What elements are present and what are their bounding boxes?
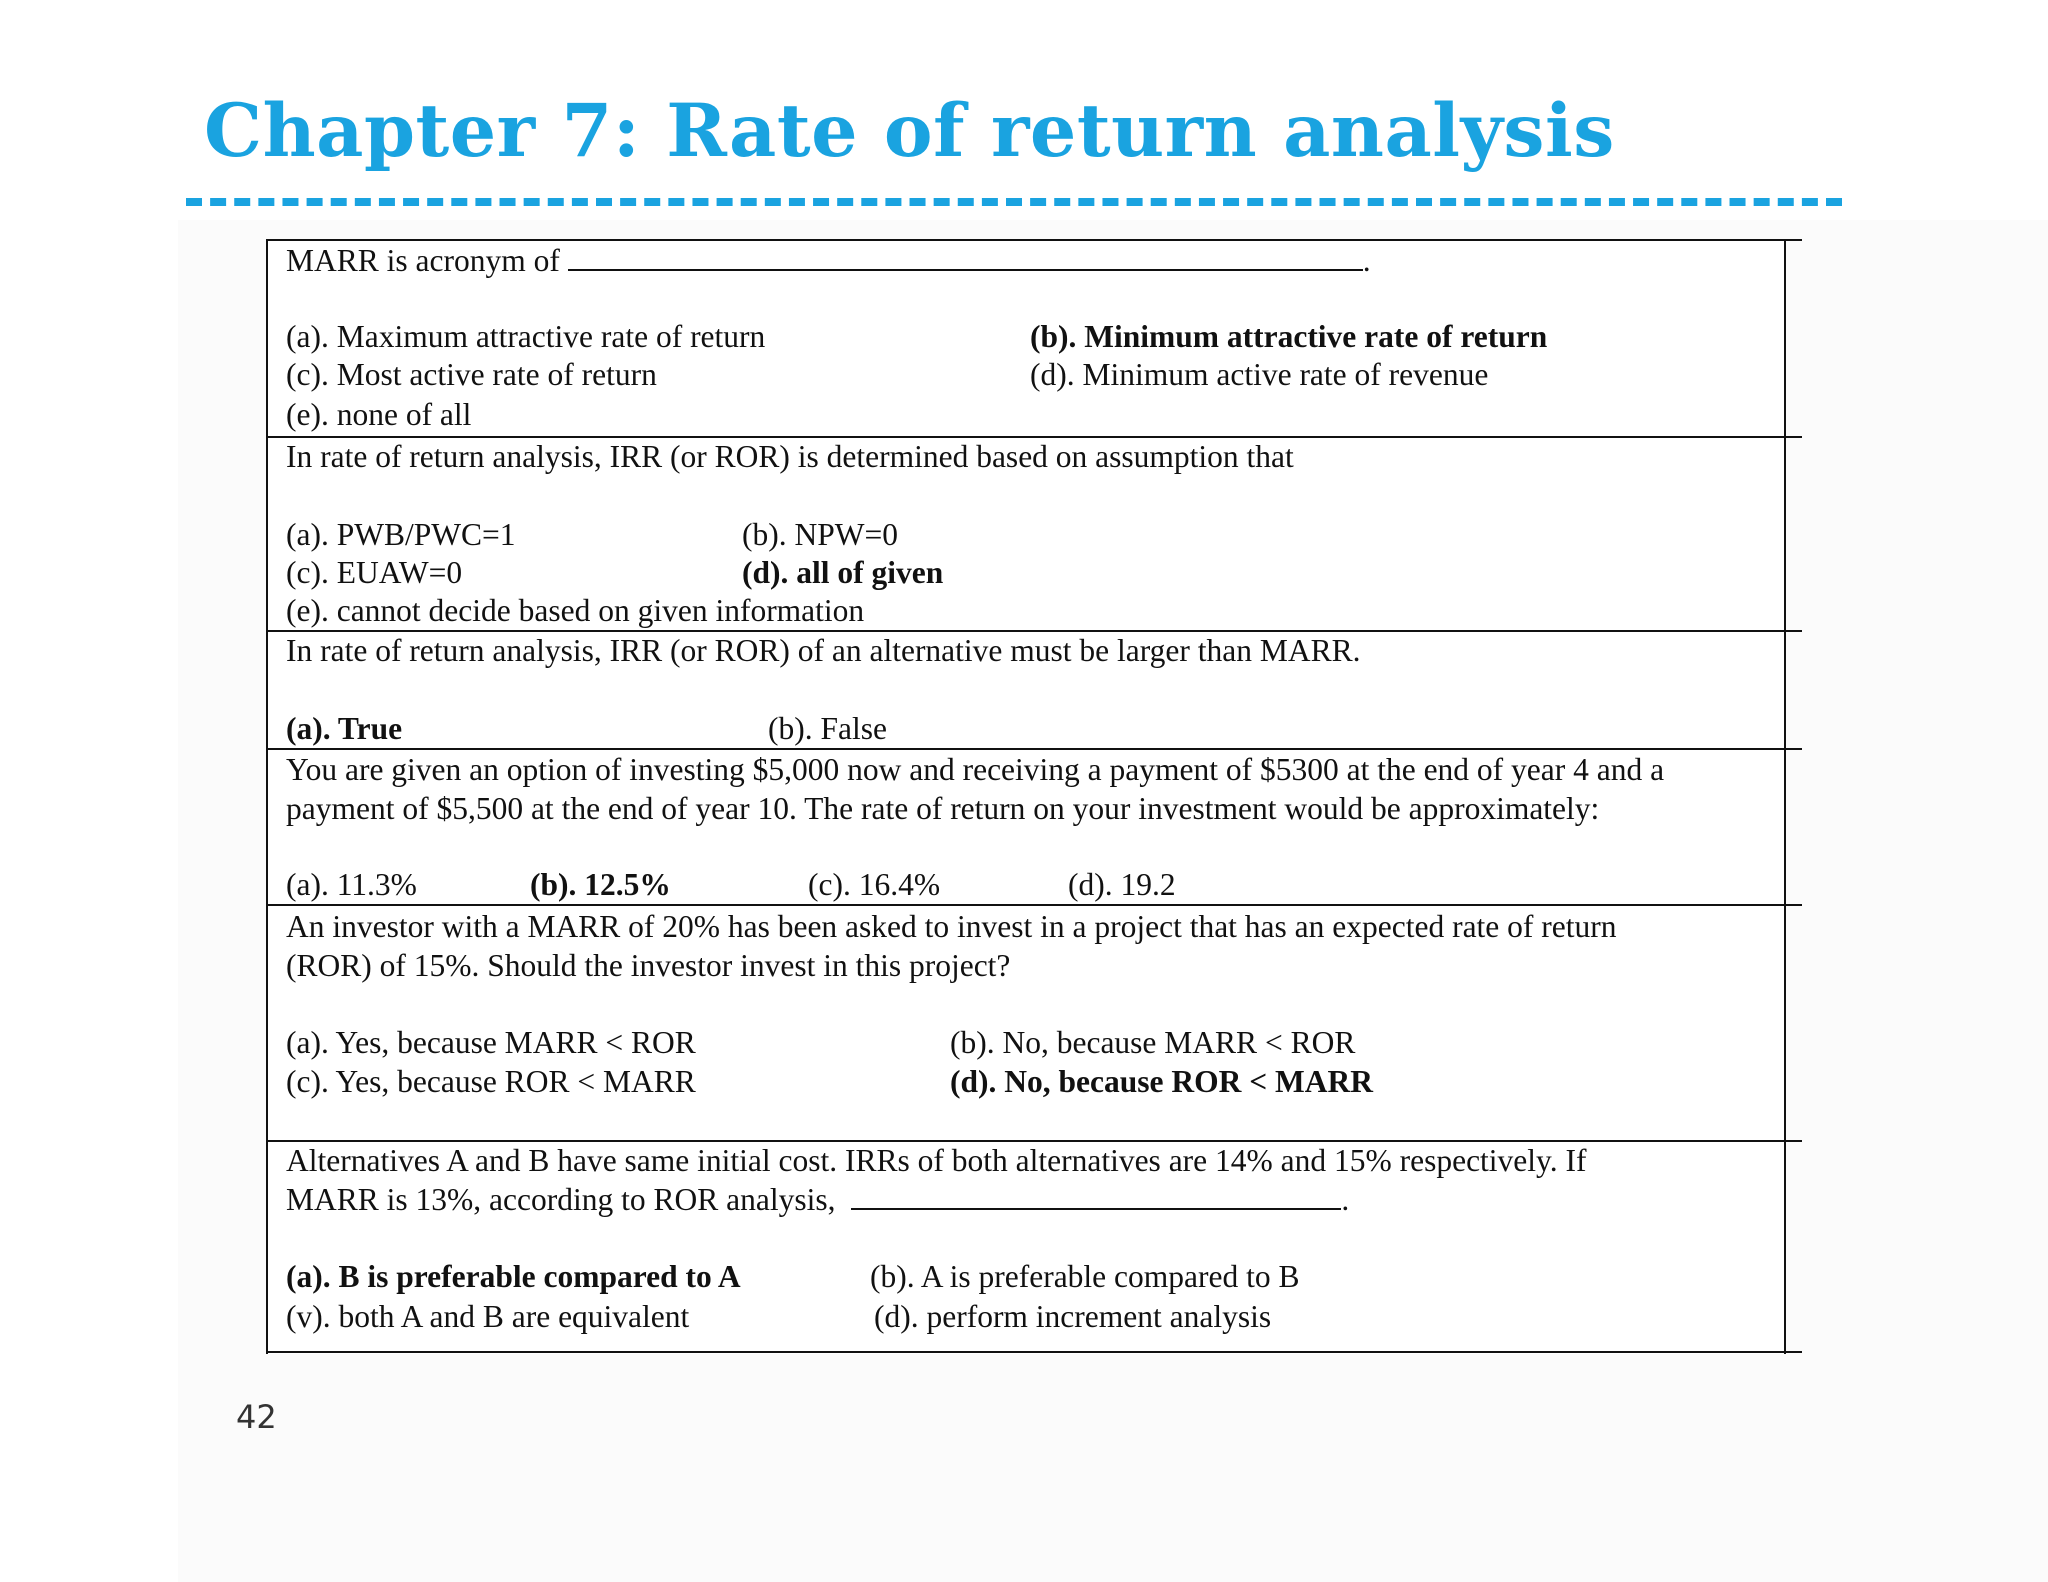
question-6-option-a: (a). B is preferable compared to A: [286, 1259, 741, 1294]
question-6-option-v: (v). both A and B are equivalent: [286, 1299, 690, 1334]
question-1-option-d: (d). Minimum active rate of revenue: [1030, 357, 1489, 392]
question-6-option-b: (b). A is preferable compared to B: [870, 1259, 1300, 1294]
question-2-option-e: (e). cannot decide based on given information: [286, 593, 865, 628]
question-5-option-a: (a). Yes, because MARR < ROR: [286, 1025, 696, 1060]
question-4-option-b: (b). 12.5%: [530, 867, 671, 902]
row-divider: [266, 904, 1802, 906]
question-5-option-d: (d). No, because ROR < MARR: [950, 1064, 1374, 1099]
question-3-option-b: (b). False: [768, 711, 887, 746]
question-6-stem-end: .: [1341, 1182, 1350, 1217]
question-6-stem-line-2: [286, 1181, 1349, 1219]
question-2-option-c: (c). EUAW=0: [286, 555, 463, 590]
table-bottom-rule: [266, 1351, 1802, 1353]
slide-title: Chapter 7: Rate of return analysis: [204, 88, 1615, 174]
question-2-option-b: (b). NPW=0: [742, 517, 898, 552]
answer-blank: [568, 259, 1363, 271]
page-number: 42: [236, 1398, 277, 1436]
question-5-stem-line-1: An investor with a MARR of 20% has been asked to invest in a project that has an expected rate of return: [286, 909, 1617, 944]
question-2-stem: In rate of return analysis, IRR (or ROR) is determined based on assumption that: [286, 439, 1294, 474]
question-6-option-d: (d). perform increment analysis: [874, 1299, 1272, 1334]
question-1-stem-text: MARR is acronym of: [286, 243, 560, 278]
question-4-option-d: (d). 19.2: [1068, 867, 1176, 902]
question-4-stem-line-2: payment of $5,500 at the end of year 10. The rate of return on your investment would be approximately:: [286, 791, 1600, 826]
question-3-stem: In rate of return analysis, IRR (or ROR) of an alternative must be larger than MARR.: [286, 633, 1361, 668]
question-6-stem-line-1: Alternatives A and B have same initial cost. IRRs of both alternatives are 14% and 15% respectively. If: [286, 1143, 1587, 1178]
answer-blank: [851, 1198, 1341, 1210]
question-1-option-e: (e). none of all: [286, 397, 472, 432]
question-1-stem-end: .: [1362, 243, 1371, 278]
question-3-option-a: (a). True: [286, 711, 403, 746]
question-1-option-c: (c). Most active rate of return: [286, 357, 657, 392]
question-1-option-a: (a). Maximum attractive rate of return: [286, 319, 766, 354]
question-1-option-b: (b). Minimum attractive rate of return: [1030, 319, 1548, 354]
quiz-table: [266, 239, 1786, 1354]
table-top-rule: [266, 239, 1802, 241]
question-6-stem-text: MARR is 13%, according to ROR analysis,: [286, 1182, 836, 1217]
question-5-stem-line-2: (ROR) of 15%. Should the investor invest in this project?: [286, 948, 1011, 983]
question-4-stem-line-1: You are given an option of investing $5,000 now and receiving a payment of $5300 at the end of year 4 and a: [286, 752, 1665, 787]
question-5-option-c: (c). Yes, because ROR < MARR: [286, 1064, 696, 1099]
row-divider: [266, 748, 1802, 750]
question-4-option-c: (c). 16.4%: [808, 867, 941, 902]
question-2-option-a: (a). PWB/PWC=1: [286, 517, 516, 552]
question-4-option-a: (a). 11.3%: [286, 867, 417, 902]
question-1-stem: [286, 242, 1371, 280]
question-2-option-d: (d). all of given: [742, 555, 944, 590]
question-5-option-b: (b). No, because MARR < ROR: [950, 1025, 1356, 1060]
title-dashed-divider: [186, 198, 1842, 206]
